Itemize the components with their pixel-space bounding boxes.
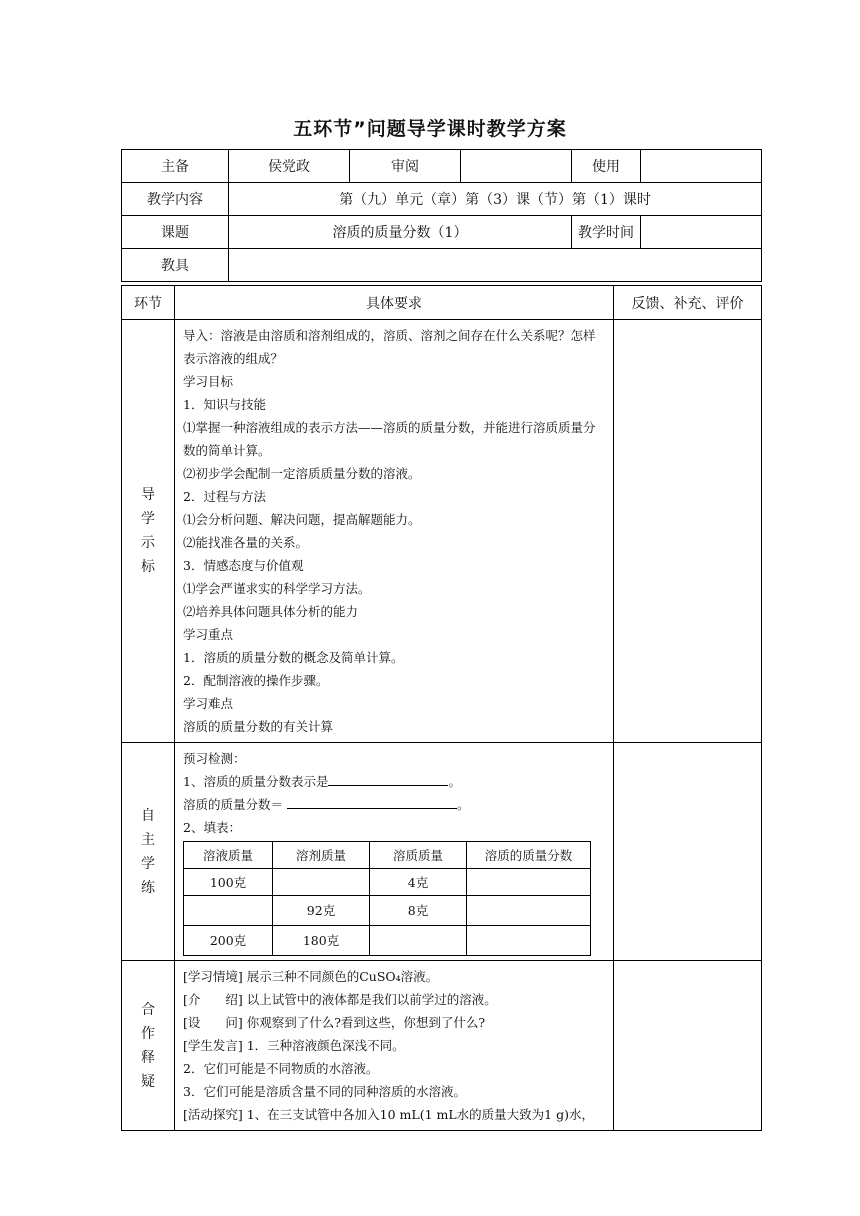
knowledge-item-2: ⑵初步学会配制一定溶质质量分数的溶液。 bbox=[183, 466, 421, 481]
tools-label: 教具 bbox=[122, 249, 229, 282]
use-label: 使用 bbox=[572, 150, 641, 183]
table-row bbox=[184, 896, 591, 926]
page-title: 五环节”问题导学课时教学方案 bbox=[293, 118, 567, 140]
scenario-line: [学习情境] 展示三种不同颜色的CuSO₄溶液。 bbox=[183, 969, 439, 984]
author-value: 侯党政 bbox=[229, 150, 350, 183]
section-label-self-study: 自 主 学 练 bbox=[122, 743, 175, 961]
content-value: 第（九）单元（章）第（3）课（节）第（1）课时 bbox=[229, 183, 762, 216]
table-cell: 92克 bbox=[273, 896, 370, 926]
column-header-feedback: 反馈、补充、评价 bbox=[614, 286, 762, 320]
keypoints-heading: 学习重点 bbox=[183, 627, 234, 642]
table-cell[interactable] bbox=[370, 926, 467, 956]
tools-value bbox=[229, 249, 762, 282]
review-label: 审阅 bbox=[350, 150, 461, 183]
answer-blank-1[interactable] bbox=[328, 771, 448, 786]
difficulty-item: 溶质的质量分数的有关计算 bbox=[183, 719, 334, 734]
table-row bbox=[184, 926, 591, 956]
student-point-2: 2．它们可能是不同物质的水溶液。 bbox=[183, 1061, 379, 1076]
keypoint-2: 2．配制溶液的操作步骤。 bbox=[183, 673, 329, 688]
feedback-cell-guide bbox=[614, 320, 762, 743]
column-header-stage: 环节 bbox=[122, 286, 175, 320]
content-label: 教学内容 bbox=[122, 183, 229, 216]
time-value bbox=[641, 216, 762, 249]
table-cell: 4克 bbox=[370, 869, 467, 896]
table-cell: 180克 bbox=[273, 926, 370, 956]
topic-value: 溶质的质量分数（1） bbox=[229, 216, 572, 249]
cooperate-content bbox=[175, 961, 614, 1131]
question-formula: 溶质的质量分数＝ 。 bbox=[183, 793, 607, 816]
fill-table-header: 溶质的质量分数 bbox=[467, 842, 591, 869]
lesson-table bbox=[121, 285, 762, 1131]
fill-table-header: 溶剂质量 bbox=[273, 842, 370, 869]
topic-label: 课题 bbox=[122, 216, 229, 249]
question-line: [设 问] 你观察到了什么?看到这些，你想到了什么? bbox=[183, 1015, 486, 1030]
process-heading: 2．过程与方法 bbox=[183, 489, 266, 504]
section-label-guide: 导 学 示 标 bbox=[122, 320, 175, 743]
column-header-requirements: 具体要求 bbox=[175, 286, 614, 320]
time-label: 教学时间 bbox=[572, 216, 641, 249]
answer-blank-2[interactable] bbox=[287, 794, 457, 809]
table-cell[interactable] bbox=[467, 896, 591, 926]
attitude-item-2: ⑵培养具体问题具体分析的能力 bbox=[183, 604, 359, 619]
intro-text: 导入：溶液是由溶质和溶剂组成的，溶质、溶剂之间存在什么关系呢？怎样表示溶液的组成？ bbox=[183, 328, 596, 366]
guide-content bbox=[175, 320, 614, 743]
attitude-heading: 3．情感态度与价值观 bbox=[183, 558, 304, 573]
self-study-content bbox=[175, 743, 614, 961]
knowledge-item-1: ⑴掌握一种溶液组成的表示方法——溶质的质量分数，并能进行溶质质量分数的简单计算。 bbox=[183, 420, 596, 458]
feedback-cell-self-study bbox=[614, 743, 762, 961]
objectives-heading: 学习目标 bbox=[183, 374, 234, 389]
fill-table bbox=[183, 841, 591, 956]
use-value bbox=[641, 150, 762, 183]
table-cell: 100克 bbox=[184, 869, 273, 896]
table-cell[interactable] bbox=[273, 869, 370, 896]
keypoint-1: 1．溶质的质量分数的概念及简单计算。 bbox=[183, 650, 404, 665]
feedback-cell-cooperate bbox=[614, 961, 762, 1131]
activity-line: [活动探究] 1、在三支试管中各加入10 mL(1 mL水的质量大致为1 g)水， bbox=[183, 1107, 594, 1122]
table-cell[interactable] bbox=[467, 926, 591, 956]
process-item-1: ⑴会分析问题、解决问题，提高解题能力。 bbox=[183, 512, 421, 527]
student-point-3: 3．它们可能是溶质含量不同的同种溶质的水溶液。 bbox=[183, 1084, 466, 1099]
process-item-2: ⑵能找准各量的关系。 bbox=[183, 535, 309, 550]
fill-table-header: 溶液质量 bbox=[184, 842, 273, 869]
question-2: 2、填表： bbox=[183, 820, 241, 835]
section-label-cooperate: 合 作 释 疑 bbox=[122, 961, 175, 1131]
table-cell[interactable] bbox=[184, 896, 273, 926]
attitude-item-1: ⑴学会严谨求实的科学学习方法。 bbox=[183, 581, 371, 596]
knowledge-heading: 1．知识与技能 bbox=[183, 397, 266, 412]
question-1: 1、溶质的质量分数表示是 。 bbox=[183, 770, 607, 793]
table-cell[interactable] bbox=[467, 869, 591, 896]
review-value bbox=[461, 150, 572, 183]
table-cell: 200克 bbox=[184, 926, 273, 956]
header-table bbox=[121, 149, 762, 282]
difficulty-heading: 学习难点 bbox=[183, 696, 234, 711]
student-line: [学生发言] 1．三种溶液颜色深浅不同。 bbox=[183, 1038, 405, 1053]
introduce-line: [介 绍] 以上试管中的液体都是我们以前学过的溶液。 bbox=[183, 992, 497, 1007]
author-label: 主备 bbox=[122, 150, 229, 183]
fill-table-header: 溶质质量 bbox=[370, 842, 467, 869]
table-row bbox=[184, 869, 591, 896]
preview-heading: 预习检测： bbox=[183, 751, 246, 766]
table-cell: 8克 bbox=[370, 896, 467, 926]
